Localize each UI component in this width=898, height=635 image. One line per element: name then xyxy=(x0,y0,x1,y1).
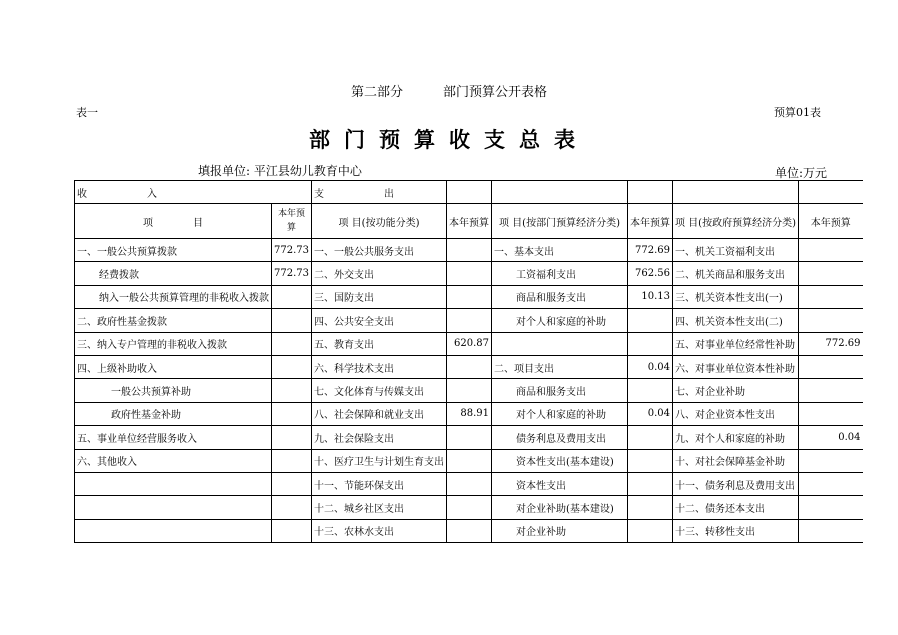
section-part: 第二部分 xyxy=(350,85,403,100)
dept-item xyxy=(492,332,628,355)
gov-amount xyxy=(799,519,863,542)
income-item: 二、政府性基金拨款 xyxy=(75,309,272,332)
table-body xyxy=(75,239,863,543)
dept-amount: 0.04 xyxy=(628,355,673,378)
func-item: 十三、农林水支出 xyxy=(312,519,447,542)
table-row xyxy=(75,285,863,308)
func-amount xyxy=(447,426,492,449)
dept-item: 资本性支出(基本建设) xyxy=(492,449,628,472)
func-item: 一、一般公共服务支出 xyxy=(312,239,447,262)
dept-amount xyxy=(628,332,673,355)
dept-item: 工资福利支出 xyxy=(492,262,628,285)
income-item: 六、其他收入 xyxy=(75,449,272,472)
income-item: 三、纳入专户管理的非税收入拨款 xyxy=(75,332,272,355)
income-item: 四、上级补助收入 xyxy=(75,355,272,378)
func-amount xyxy=(447,285,492,308)
func-amount xyxy=(447,309,492,332)
func-amount xyxy=(447,379,492,402)
gov-item: 九、对个人和家庭的补助 xyxy=(673,426,799,449)
gov-amount xyxy=(799,379,863,402)
income-amount xyxy=(272,355,312,378)
income-amount xyxy=(272,472,312,495)
func-amount xyxy=(447,449,492,472)
expense-group-header: 支 出 xyxy=(312,181,447,204)
func-amount xyxy=(447,496,492,519)
func-item: 三、国防支出 xyxy=(312,285,447,308)
section-title xyxy=(0,81,898,100)
func-amount xyxy=(447,472,492,495)
reporting-unit: 填报单位: 平江县幼儿教育中心 xyxy=(198,164,362,178)
budget-summary-table xyxy=(74,180,863,543)
func-item: 十、医疗卫生与计划生育支出 xyxy=(312,449,447,472)
currency-unit: 单位:万元 xyxy=(775,166,828,180)
section-title-text: 部门预算公开表格 xyxy=(443,85,548,100)
dept-item: 对个人和家庭的补助 xyxy=(492,402,628,425)
gov-amount: 772.69 xyxy=(799,332,863,355)
gov-amount xyxy=(799,239,863,262)
col-header-dept-item: 项 目(按部门预算经济分类) xyxy=(492,204,628,239)
dept-amount: 762.56 xyxy=(628,262,673,285)
table-row xyxy=(75,239,863,262)
dept-item: 债务利息及费用支出 xyxy=(492,426,628,449)
gov-item: 六、对事业单位资本性补助 xyxy=(673,355,799,378)
col-header-gov-amount: 本年预算 xyxy=(799,204,863,239)
income-amount: 772.73 xyxy=(272,239,312,262)
empty-cell xyxy=(628,181,673,204)
gov-item: 十三、转移性支出 xyxy=(673,519,799,542)
func-item: 四、公共安全支出 xyxy=(312,309,447,332)
col-header-gov-item: 项 目(按政府预算经济分类) xyxy=(673,204,799,239)
income-item: 经费拨款 xyxy=(75,262,272,285)
gov-item: 七、对企业补助 xyxy=(673,379,799,402)
dept-amount: 0.04 xyxy=(628,402,673,425)
gov-item: 十、对社会保障基金补助 xyxy=(673,449,799,472)
dept-amount xyxy=(628,472,673,495)
col-header-dept-amount: 本年预算 xyxy=(628,204,673,239)
gov-item: 十二、债务还本支出 xyxy=(673,496,799,519)
table-label: 表一 xyxy=(76,106,98,119)
func-item: 九、社会保险支出 xyxy=(312,426,447,449)
dept-amount xyxy=(628,379,673,402)
table-row xyxy=(75,309,863,332)
dept-amount xyxy=(628,519,673,542)
col-header-amount: 本年预算 xyxy=(272,204,312,239)
income-item: 政府性基金补助 xyxy=(75,402,272,425)
column-header-row xyxy=(75,204,863,239)
col-header-func-item: 项 目(按功能分类) xyxy=(312,204,447,239)
gov-item: 八、对企业资本性支出 xyxy=(673,402,799,425)
income-amount xyxy=(272,496,312,519)
income-item: 一般公共预算补助 xyxy=(75,379,272,402)
func-item: 七、文化体育与传媒支出 xyxy=(312,379,447,402)
func-item: 十一、节能环保支出 xyxy=(312,472,447,495)
dept-item: 二、项目支出 xyxy=(492,355,628,378)
func-item: 二、外交支出 xyxy=(312,262,447,285)
table-row xyxy=(75,379,863,402)
table-row xyxy=(75,402,863,425)
income-amount xyxy=(272,449,312,472)
dept-item: 对个人和家庭的补助 xyxy=(492,309,628,332)
dept-amount: 772.69 xyxy=(628,239,673,262)
gov-amount xyxy=(799,309,863,332)
table-row xyxy=(75,472,863,495)
income-item xyxy=(75,496,272,519)
gov-item: 五、对事业单位经常性补助 xyxy=(673,332,799,355)
func-amount xyxy=(447,262,492,285)
gov-amount xyxy=(799,402,863,425)
func-amount xyxy=(447,355,492,378)
table-row xyxy=(75,355,863,378)
gov-item: 一、机关工资福利支出 xyxy=(673,239,799,262)
income-amount xyxy=(272,426,312,449)
table-row xyxy=(75,519,863,542)
gov-amount xyxy=(799,355,863,378)
func-item: 八、社会保障和就业支出 xyxy=(312,402,447,425)
func-item: 六、科学技术支出 xyxy=(312,355,447,378)
col-header-item: 项 目 xyxy=(75,204,272,239)
dept-amount: 10.13 xyxy=(628,285,673,308)
income-item: 一、一般公共预算拨款 xyxy=(75,239,272,262)
income-amount xyxy=(272,332,312,355)
func-amount: 88.91 xyxy=(447,402,492,425)
income-item xyxy=(75,472,272,495)
gov-amount xyxy=(799,496,863,519)
func-item: 十二、城乡社区支出 xyxy=(312,496,447,519)
dept-item: 对企业补助(基本建设) xyxy=(492,496,628,519)
dept-item: 资本性支出 xyxy=(492,472,628,495)
table-row xyxy=(75,262,863,285)
table-row xyxy=(75,496,863,519)
dept-amount xyxy=(628,496,673,519)
dept-amount xyxy=(628,449,673,472)
income-item xyxy=(75,519,272,542)
income-group-header: 收 入 xyxy=(75,181,312,204)
dept-amount xyxy=(628,426,673,449)
empty-cell xyxy=(799,181,863,204)
gov-item: 二、机关商品和服务支出 xyxy=(673,262,799,285)
dept-item: 一、基本支出 xyxy=(492,239,628,262)
empty-cell xyxy=(492,181,628,204)
table-row xyxy=(75,332,863,355)
group-header-row xyxy=(75,181,863,204)
gov-item: 四、机关资本性支出(二) xyxy=(673,309,799,332)
gov-amount xyxy=(799,285,863,308)
func-item: 五、教育支出 xyxy=(312,332,447,355)
table-row xyxy=(75,449,863,472)
gov-amount xyxy=(799,472,863,495)
main-title: 部门预算收支总表 xyxy=(309,127,589,152)
dept-amount xyxy=(628,309,673,332)
income-amount xyxy=(272,519,312,542)
income-amount xyxy=(272,402,312,425)
gov-item: 十一、债务利息及费用支出 xyxy=(673,472,799,495)
income-item: 纳入一般公共预算管理的非税收入拨款 xyxy=(75,285,272,308)
func-amount xyxy=(447,239,492,262)
income-item: 五、事业单位经营服务收入 xyxy=(75,426,272,449)
dept-item: 对企业补助 xyxy=(492,519,628,542)
gov-amount xyxy=(799,449,863,472)
gov-amount xyxy=(799,262,863,285)
gov-item: 三、机关资本性支出(一) xyxy=(673,285,799,308)
dept-item: 商品和服务支出 xyxy=(492,379,628,402)
table-row xyxy=(75,426,863,449)
income-amount xyxy=(272,379,312,402)
func-amount: 620.87 xyxy=(447,332,492,355)
col-header-func-amount: 本年预算 xyxy=(447,204,492,239)
dept-item: 商品和服务支出 xyxy=(492,285,628,308)
empty-cell xyxy=(673,181,799,204)
income-amount xyxy=(272,285,312,308)
income-amount: 772.73 xyxy=(272,262,312,285)
table-code: 预算01表 xyxy=(774,106,821,119)
gov-amount: 0.04 xyxy=(799,426,863,449)
func-amount xyxy=(447,519,492,542)
income-amount xyxy=(272,309,312,332)
empty-cell xyxy=(447,181,492,204)
